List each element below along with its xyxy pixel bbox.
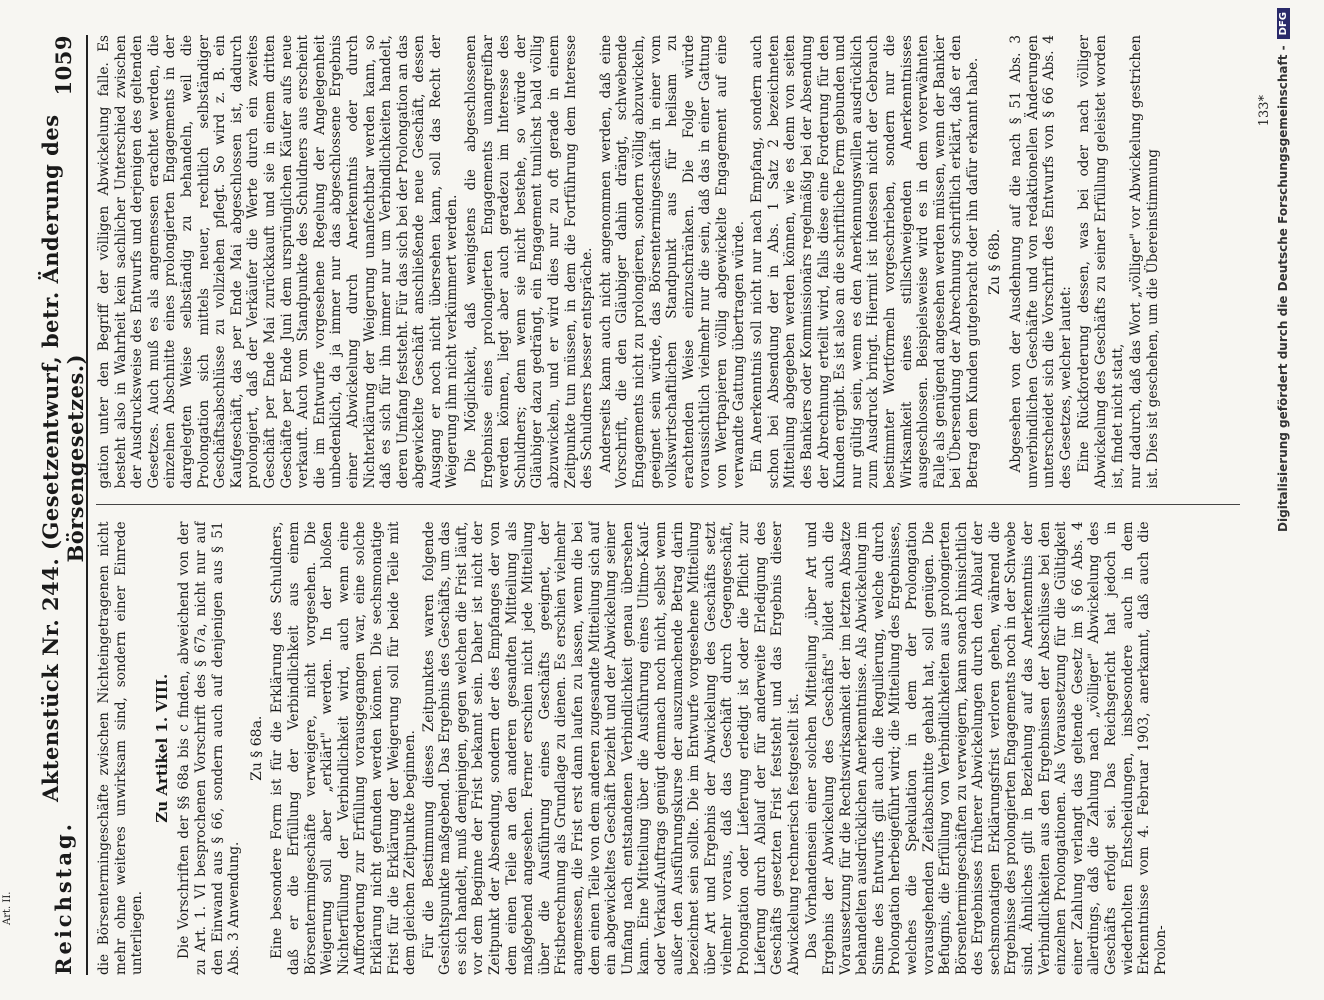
header-left: Reichstag. bbox=[50, 821, 76, 975]
credit-text: Digitalisierung gefördert durch die Deutsche Forschungsgemeinschaft - bbox=[1276, 45, 1290, 532]
column-divider bbox=[96, 505, 1240, 506]
right-paragraph-2: Die Möglichkeit, daß wenigstens die abgeschlossenen Ergebnisse eines prolongierten Engagements unangreifbar werden können, liegt aber auch geradezu im Interesse des Schuldners; denn wenn sie nicht bestehe, so würde der Gläubiger dazu gedrängt, ein Engagement tunlichst bald völlig abzuwickeln, und er wird dies nur zu oft gerade in einem Zeitpunkte tun müssen, in dem die Fortführung dem Interesse des Schuldners besser entspräche. bbox=[463, 35, 596, 489]
left-paragraph-2: Die Vorschriften der §§ 68a bis c finden, abweichend von der zu Art. 1. VI besprochenen Vorschrift des § 67a, nicht nur auf den Einwand aus § 66, sondern auch auf denjenigen aus § 51 Abs. 3 Anwendung. bbox=[176, 521, 243, 975]
left-paragraph-4: Für die Bestimmung dieses Zeitpunktes waren folgende Gesichtspunkte maßgebend. Das Ergebnis des Geschäfts, um das es sich handelt, muß demjenigen, gegen welchen die Frist läuft, vor dem Beginne der Frist bekannt sein. Daher ist nicht der Zeitpunkt der Absendung, sondern der des Empfanges der von dem einen Teile an den anderen gesandten Mitteilung als maßgebend angesehen. Ferner erschien nicht jede Mitteilung über die Ausführung eines Geschäfts geeignet, der Fristberechnung als Grundlage zu dienen. Es erschien vielmehr angemessen, die Frist erst dann laufen zu lassen, wenn die bei dem einen Teile von dem anderen zugesandte Mitteilung sich auf ein abgewickeltes Geschäft bezieht und der Abwickelung seiner Umfang nach entstandenen Verbindlichkeit genau übersehen kann. Eine Mitteilung über die Ausführung eines Ultimo-Kauf- oder Verkauf-Auftrags genügt demnach noch nicht, selbst wenn außer den Ausführungskurse der auszumachende Betrag darin bezeichnet sein sollte. Die im Entwurfe vorgesehene Mitteilung über Art und Ergebnis der Abwickelung des Geschäfts setzt vielmehr voraus, daß das Geschäft durch Gegengeschäft, Prolongation oder Lieferung erledigt ist oder die Pflicht zur Lieferung durch Ablauf der für anderweite Erledigung des Geschäfts gesetzten Frist feststeht und das Ergebnis dieser Abwickelung rechnerisch festgestellt ist. bbox=[420, 521, 802, 975]
right-paragraph-3: Anderseits kann auch nicht angenommen werden, daß eine Vorschrift, die den Gläubiger dahin drängt, schwebende Engagements nicht zu prolongieren, sondern völlig abzuwickeln, geeignet sein würde, das Börsentermingeschäft in einer vom volkswirtschaftlichen Standpunkt aus für heilsam zu erachtenden Weise einzuschränken. Die Folge würde voraussichtlich vielmehr nur die sein, daß das in einer Gattung von Wertpapieren völlig abgewickelte Engagement auf eine verwandte Gattung übertragen würde. bbox=[597, 35, 747, 489]
right-column bbox=[96, 35, 1240, 489]
left-heading-artikel: Zu Artikel 1. VIII. bbox=[152, 673, 171, 823]
left-paragraph-1: die Börsentermingeschäfte zwischen Nichteingetragenen nicht mehr ohne weiteres unwirksam sind, sondern einer Einrede unterliegen. bbox=[96, 521, 146, 975]
right-paragraph-7: nur dadurch, daß das Wort „völliger" vor Abwickelung gestrichen ist. Dies ist geschehen, um die Übereinstimmung bbox=[1128, 35, 1161, 489]
margin-note: Art. II. bbox=[2, 891, 13, 925]
text-columns bbox=[96, 35, 1240, 975]
page-number: 1059 bbox=[50, 35, 76, 96]
left-column bbox=[96, 522, 1240, 976]
left-paragraph-3: Eine besondere Form ist für die Erklärung des Schuldners, daß er die Erfüllung der Verbindlichkeit aus einem Börsentermingeschäfte verweigere, nicht vorgesehen. Die Weigerung soll aber „erklärt" werden. In der bloßen Nichterfüllung der Verbindlichkeit wird, auch wenn eine Aufforderung zur Erfüllung vorausgegangen war, eine solche Erklärung nicht gefunden werden können. Die sechsmonatige Frist für die Erklärung der Weigerung soll für beide Teile mit dem gleichen Zeitpunkte beginnen. bbox=[269, 521, 419, 975]
right-heading-68b: Zu § 68b. bbox=[987, 228, 1004, 295]
right-paragraph-6: Eine Rückforderung dessen, was bei oder nach völliger Abwickelung des Geschäfts zu seiner Erfüllung geleistet worden ist, findet nicht statt, bbox=[1076, 35, 1126, 489]
right-paragraph-5: Abgesehen von der Ausdehnung auf die nach § 51 Abs. 3 unverbindlichen Geschäfte und von redaktionellen Änderungen unterscheidet sich die Vorschrift des Entwurfs von § 66 Abs. 4 des Gesetzes, welcher lautet: bbox=[1008, 35, 1074, 489]
right-paragraph-4: Ein Anerkenntnis soll nicht nur nach Empfang, sondern auch schon bei Absendung der in Abs. 1 Satz 2 bezeichneten Mitteilung abgegeben werden können, wie es denn von seiten des Bankiers oder Kommissionärs regelmäßig bei der Absendung der Abrechnung erteilt wird, falls diese eine Forderung für den Kunden ergibt. Es ist also an die schriftliche Form gebunden und nur gültig sein, wenn es den Anerkennungswillen ausdrücklich zum Ausdruck bringt. Hiermit ist indessen nicht der Gebrauch bestimmter Wortformeln vorgeschrieben, sondern nur die Wirksamkeit eines stillschweigenden Anerkenntnisses ausgeschlossen. Beispielsweise wird es in dem vorerwähnten Falle als genügend angesehen werden müssen, wenn der Bankier bei Übersendung der Abrechnung schriftlich erklärt, daß er den Betrag dem Kunden gutgebracht oder ihn dafür erkannt habe. bbox=[749, 35, 981, 489]
dfg-logo: DFG bbox=[1277, 8, 1290, 39]
sheet-number: 133* bbox=[1257, 95, 1272, 127]
left-heading-68a: Zu § 68a. bbox=[248, 715, 265, 781]
digitization-credit bbox=[1272, 0, 1294, 996]
running-head bbox=[40, 35, 88, 975]
left-paragraph-5: Das Vorhandensein einer solchen Mitteilung „über Art und Ergebnis der Abwickelung des Geschäfts" bildet auch die Voraussetzung für die Rechtswirksamkeit der im letzten Absatze behandelten ausdrücklichen Anerkenntnisse. Als Abwickelung im Sinne des Entwurfs gilt auch die Regulierung, welche durch Prolongation herbeigeführt wird; die Mitteilung des Ergebnisses, welches die Spekulation in dem der Prolongation vorausgehenden Zeitabschnitte gehabt hat, soll genügen. Die Befugnis, die Erfüllung von Verbindlichkeiten aus prolongierten Börsentermingeschäften zu verweigern, kann sonach hinsichtlich des Ergebnisses früherer Abwickelungen durch den Ablauf der sechsmonatigen Erklärungsfrist verloren gehen, während die Ergebnisse des prolongierten Engagements noch in der Schwebe sind. Ähnliches gilt in Beziehung auf das Anerkenntnis der Verbindlichkeiten aus den Ergebnissen der Abschlüsse bei den einzelnen Prolongationen. Als Voraussetzung für die Gültigkeit einer Zahlung verlangt das geltende Gesetz im § 66 Abs. 4 allerdings, daß die Zahlung nach „völliger" Abwickelung des Geschäfts erfolgt sei. Das Reichsgericht hat jedoch in wiederholten Entscheidungen, insbesondere auch in dem Erkenntnisse vom 4. Februar 1903, anerkannt, daß auch die Prolon- bbox=[804, 521, 1169, 975]
right-paragraph-1: gation unter den Begriff der völligen Abwickelung falle. Es besteht also in Wahrheit kein sachlicher Unterschied zwischen der Ausdrucksweise des Entwurfs und derjenigen des geltenden Gesetzes. Auch muß es als angemessen erachtet werden, die einzelnen Abschnitte eines prolongierten Engagements in der dargelegten Weise selbständig zu behandeln, weil die Prolongation sich mittels neuer, rechtlich selbständiger Geschäftsabschlüsse zu vollziehen pflegt. So wird z. B. ein Kaufgeschäft, das per Ende Mai abgeschlossen ist, dadurch prolongiert, daß der Verkäufer die Werte durch ein zweites Geschäft per Ende Mai zurückkauft und sie in einem dritten Geschäfte per Ende Juni dem ursprünglichen Käufer aufs neue verkauft. Auch vom Standpunkte des Schuldners aus erscheint die im Entwurfe vorgesehene Regelung der Angelegenheit unbedenklich, da ja immer nur das abgeschlossene Ergebnis einer Abwickelung durch Anerkenntnis oder durch Nichterklärung der Weigerung unanfechtbar werden kann, so daß es sich für ihn immer nur um Verbindlichkeiten handelt, deren Umfang feststeht. Für das sich bei der Prolongation an das abgewickelte Geschäft anschließende neue Geschäft, dessen Ausgang er noch nicht übersehen kann, soll das Recht der Weigerung ihm nicht verkümmert werden. bbox=[96, 35, 461, 489]
header-center: Aktenstück Nr. 244. (Gesetzentwurf, betr. Änderung des Börsengesetzes.) bbox=[38, 114, 88, 803]
rotated-page-content bbox=[40, 25, 1280, 985]
